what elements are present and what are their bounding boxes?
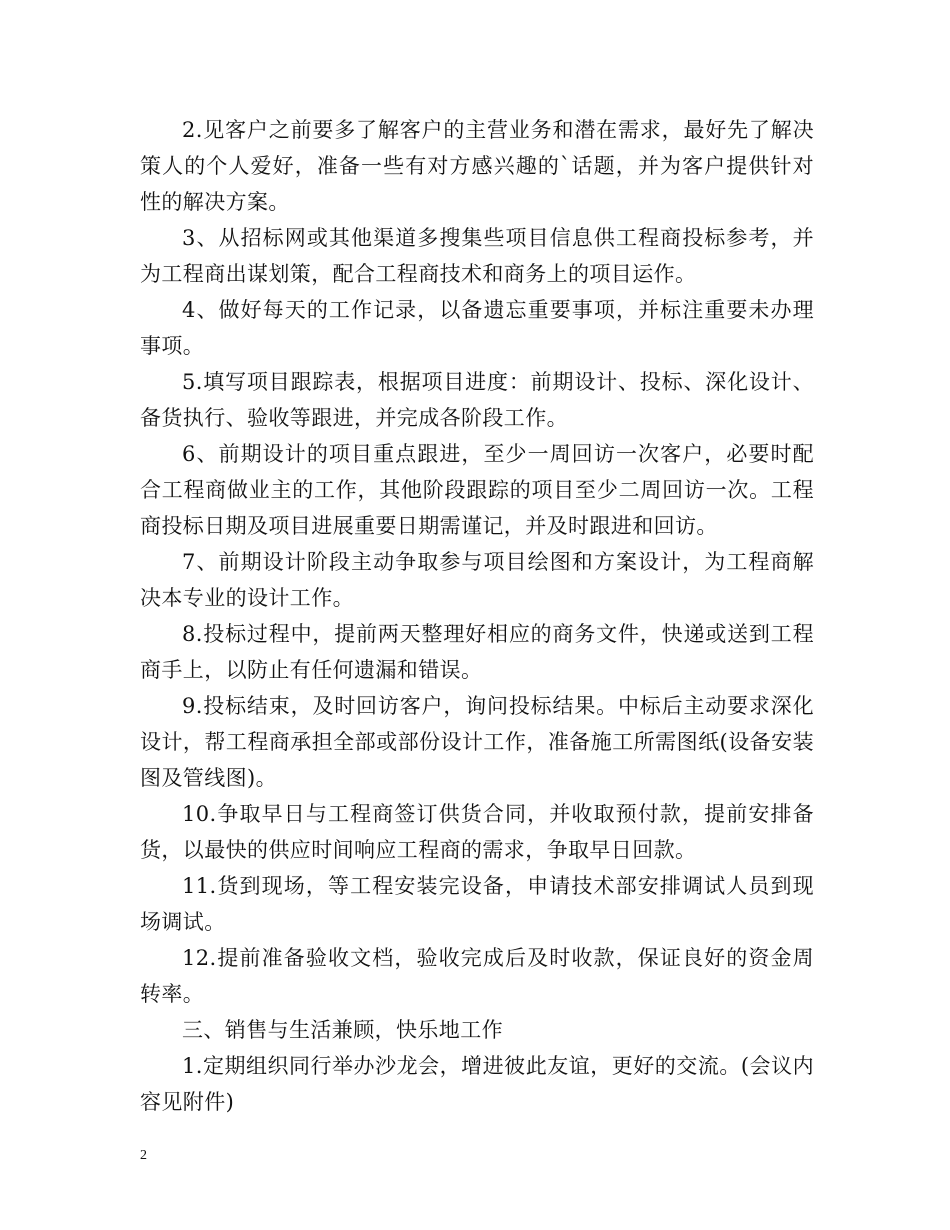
document-body <box>140 112 814 1120</box>
paragraph-4: 5.填写项目跟踪表，根据项目进度：前期设计、投标、深化设计、备货执行、验收等跟进，并完成各阶段工作。 <box>140 370 814 430</box>
paragraph-11: 12.提前准备验收文档，验收完成后及时收款，保证良好的资金周转率。 <box>140 946 814 1006</box>
paragraph-12: 1.定期组织同行举办沙龙会，增进彼此友谊，更好的交流。(会议内容见附件) <box>140 1054 814 1114</box>
paragraph-6: 7、前期设计阶段主动争取参与项目绘图和方案设计，为工程商解决本专业的设计工作。 <box>140 550 814 610</box>
paragraph-2: 3、从招标网或其他渠道多搜集些项目信息供工程商投标参考，并为工程商出谋划策，配合工程商技术和商务上的项目运作。 <box>140 226 814 286</box>
paragraph-8: 9.投标结束，及时回访客户，询问投标结果。中标后主动要求深化设计，帮工程商承担全部或部份设计工作，准备施工所需图纸(设备安装图及管线图)。 <box>140 694 814 790</box>
paragraph-5: 6、前期设计的项目重点跟进，至少一周回访一次客户，必要时配合工程商做业主的工作，其他阶段跟踪的项目至少二周回访一次。工程商投标日期及项目进展重要日期需谨记，并及时跟进和回访。 <box>140 442 814 538</box>
paragraph-10: 11.货到现场，等工程安装完设备，申请技术部安排调试人员到现场调试。 <box>140 874 814 934</box>
paragraph-7: 8.投标过程中，提前两天整理好相应的商务文件，快递或送到工程商手上，以防止有任何遗漏和错误。 <box>140 622 814 682</box>
paragraph-1: 2.见客户之前要多了解客户的主营业务和潜在需求，最好先了解决策人的个人爱好，准备一些有对方感兴趣的`话题，并为客户提供针对性的解决方案。 <box>140 118 814 214</box>
paragraph-9: 10.争取早日与工程商签订供货合同，并收取预付款，提前安排备货，以最快的供应时间响应工程商的需求，争取早日回款。 <box>140 802 814 862</box>
paragraph-3: 4、做好每天的工作记录，以备遗忘重要事项，并标注重要未办理事项。 <box>140 298 814 358</box>
section-heading: 三、销售与生活兼顾，快乐地工作 <box>182 1018 503 1042</box>
page-number: 2 <box>140 1148 147 1163</box>
